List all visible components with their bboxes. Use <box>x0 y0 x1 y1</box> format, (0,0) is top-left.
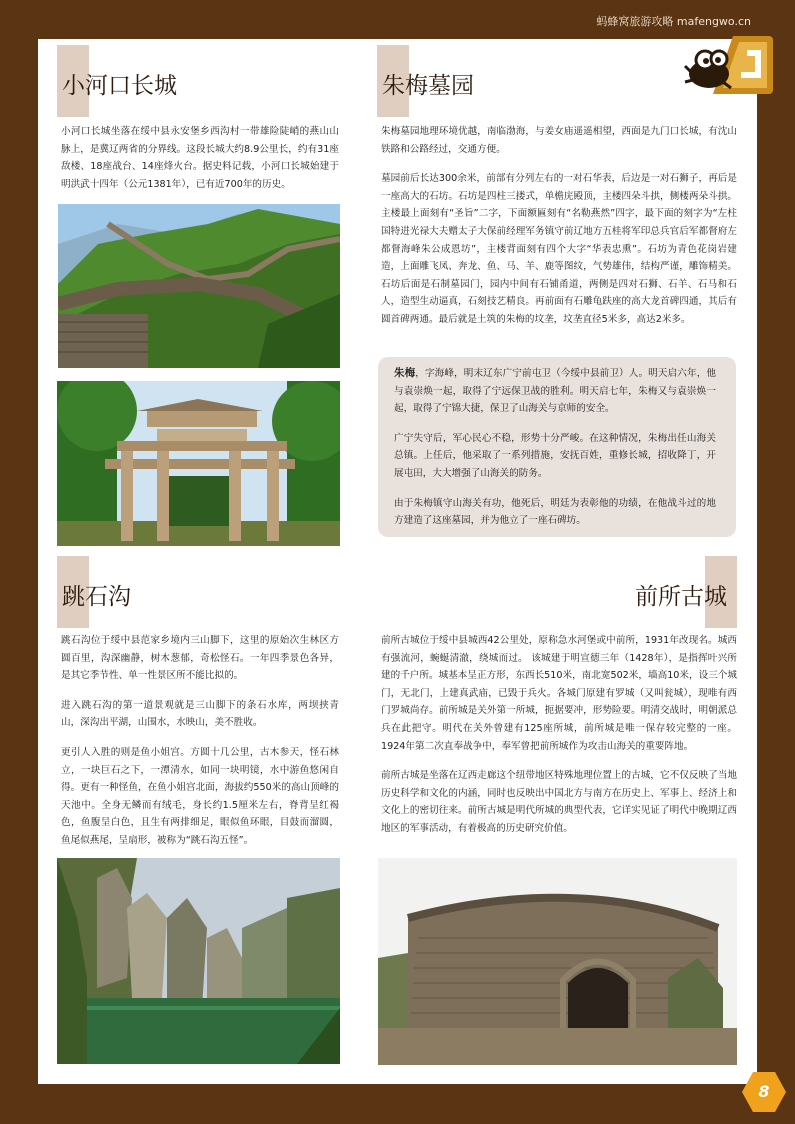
tiaoshigou-text <box>61 632 339 862</box>
bio-name: 朱梅 <box>394 367 416 379</box>
paragraph: 朱梅墓园地理环境优越，南临渤海，与姜女庙遥遥相望，西面是九门口长城，有沈山铁路和公路经过，交通方便。 <box>381 126 737 155</box>
zhumei-text <box>381 123 737 341</box>
ancient-city-wall-photo <box>378 858 737 1065</box>
section-title-tiaoshigou: 跳石沟 <box>62 584 131 610</box>
paragraph: 前所古城位于绥中县城西42公里处，原称急水河堡或中前所，1931年改现名。城西有强流河，蜿蜒清澈，绕城而过。 该城建于明宣德三年（1428年），是指挥叶兴所建的千户所。城基本呈正方形，东西长510米，南北宽502米，墙高10米，设三个城门，无北门，上建真武庙，已毁于兵火。各城门原建有罗城（又叫瓮城），现唯有西门罗城尚存。前所城是关外第一所城，扼据要冲，形势险要。明清交战时，明朝派总兵在此把守。明代在关外曾建有125座所城，前所城是唯一保存较完整的一座。 1924年第二次直奉战争中，奉军曾把前所城作为攻击山海关的重要阵地。 <box>381 635 737 752</box>
section-title-zhumei: 朱梅墓园 <box>382 73 474 99</box>
rock-gorge-photo <box>57 858 340 1064</box>
paragraph: 进入跳石沟的第一道景观就是三山脚下的条石水库，两坝挟青山，深沟出平湖，山围水，水映山，美不胜收。 <box>61 699 339 729</box>
stone-archway-photo <box>57 381 340 546</box>
qiansuo-text <box>381 632 737 850</box>
paragraph: 广宁失守后，军心民心不稳，形势十分严峻。在这种情况，朱梅出任山海关总镇。上任后，他采取了一系列措施，安抚百姓，重修长城，招收降丁，开展屯田，大大增强了山海关的防务。 <box>394 432 716 479</box>
great-wall-photo <box>58 204 340 368</box>
page-number: 8 <box>758 1082 770 1101</box>
xiaohekou-text: 小河口长城坐落在绥中县永安堡乡西沟村一带雄险陡峭的燕山山脉上，是冀辽两省的分界线。这段长城大约8.9公里长，约有31座敌楼、18座战台、14座烽火台。据史料记载，小河口长城始建于明洪武十四年（公元1381年），已有近700年的历史。 <box>61 126 339 190</box>
paragraph: 墓园前后长达300余米，前部有分列左右的一对石华表，后边是一对石狮子，再后是一座高大的石坊。石坊是四柱三搂式，单檐庑殿顶，主楼四朵斗拱，侧楼两朵斗拱。主楼最上面刻有“圣旨”二字，下面额匾刻有“名勒燕然”四字，最下面的刻字为“左柱国特进光禄大夫赠太子大保前经理军务镇守前辽地方五桂将军印总兵官后军都督府左都督海峰朱公成恩坊”，主楼背面刻有四个大字“华表忠熏”。石坊为青色花岗岩建造，上面雕飞凤、奔龙、鱼、马、羊、鹿等图纹，气势雄伟，结构严谨，雕饰精美。石坊后面是石制墓园门，园内中间有石铺甬道，两侧是四对石狮、石羊、石马和石人，造型生动逼真，石刻技艺精良。再前面有石雕龟趺座的高大龙首碑四通，其后有圆首碑两通。最后就是土筑的朱梅的坟垄，坟垄直径5米多，高达2米多。 <box>381 173 737 325</box>
paragraph: 前所古城是坐落在辽西走廊这个纽带地区特殊地理位置上的古城，它不仅反映了当地历史科学和文化的内涵，同时也反映出中国北方与南方在历史上、军事上、经济上和文化上的密切往来。前所古城是明代所城的典型代表，它详实见证了明代中晚期辽西地区的军事活动，有着极高的历史研究价值。 <box>381 770 737 834</box>
mafengwo-logo <box>683 32 775 100</box>
paragraph: 更引人入胜的则是鱼小姐宫。方圆十几公里，古木参天，怪石林立，一块巨石之下，一潭清水，如同一块明镜，水中游鱼悠闲自得。更有一种怪鱼，在鱼小姐宫北面，海拔约550米的高山顶峰的天池中。全身无鳞而有绒毛，身长约1.5厘米左右，脊背呈红褐色，鱼腹呈白色，且生有两排细足，眼似鱼环眼，目鼓而溜圆，鱼尾似燕尾，呈扇形，被称为“跳石沟五怪”。 <box>61 746 339 846</box>
paragraph: 跳石沟位于绥中县范家乡境内三山脚下，这里的原始次生林区方圆百里，沟深幽静，树木葱郁，奇松怪石。一年四季景色各异，是其它季节性、单一性景区所不能比拟的。 <box>61 635 339 682</box>
paragraph: 朱梅，字海峰，明末辽东广宁前屯卫（今绥中县前卫）人。明天启六年，他与袁崇焕一起，取得了宁远保卫战的胜利。明天启七年，朱梅又与袁崇焕一起，取得了宁锦大捷，保卫了山海关与京师的安全。 <box>394 367 717 415</box>
section-title-xiaohekou: 小河口长城 <box>62 73 177 99</box>
brand-text: 蚂蜂窝旅游攻略 mafengwo.cn <box>596 15 751 28</box>
paragraph: 由于朱梅镇守山海关有功，他死后，明廷为表彰他的功绩，在他战斗过的地方建造了这座墓园，并为他立了一座石碑坊。 <box>394 497 716 527</box>
section-title-qiansuo: 前所古城 <box>635 584 727 610</box>
zhumei-bio-box <box>378 357 736 537</box>
